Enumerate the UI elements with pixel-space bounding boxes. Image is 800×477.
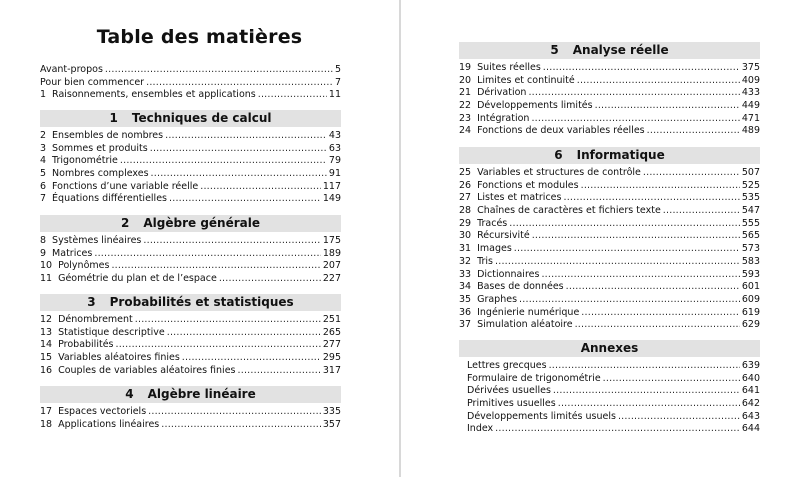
toc-entry[interactable] — [459, 373, 760, 386]
toc-entry[interactable] — [459, 167, 760, 180]
entry-number: 26 — [459, 179, 472, 191]
toc-entry[interactable] — [459, 294, 760, 307]
entry-title: Statistique descriptive — [58, 326, 165, 338]
entry-page: 277 — [322, 339, 341, 351]
entry-page: 471 — [741, 112, 760, 124]
entry-title: Récursivité — [477, 230, 530, 242]
section-title: Algèbre générale — [143, 216, 260, 230]
entry-page: 601 — [741, 281, 760, 293]
entry-number: 22 — [459, 100, 472, 112]
entry-page: 583 — [741, 255, 760, 267]
entry-title: Nombres complexes — [52, 168, 149, 180]
dot-leader — [509, 218, 740, 231]
dot-leader — [120, 155, 327, 168]
entry-page: 433 — [741, 87, 760, 99]
entry-title: Graphes — [477, 293, 518, 305]
entry-page: 640 — [741, 372, 760, 384]
section-title: Techniques de calcul — [131, 111, 272, 125]
entry-title: Dictionnaires — [477, 268, 540, 280]
section-title: Analyse réelle — [572, 43, 669, 57]
entry-title: Pour bien commencer — [40, 76, 145, 88]
entry-title: Simulation aléatoire — [477, 319, 573, 331]
toc-entry[interactable] — [459, 218, 760, 231]
dot-leader — [577, 75, 740, 88]
entry-page: 251 — [322, 314, 341, 325]
entry-title: Images — [477, 243, 512, 255]
entry-number: 19 — [459, 62, 472, 73]
entry-number: 20 — [459, 74, 472, 86]
dot-leader — [200, 181, 321, 194]
toc-entry[interactable] — [459, 423, 760, 436]
entry-page: 565 — [741, 230, 760, 242]
entry-title: Intégration — [477, 112, 530, 124]
dot-leader — [238, 365, 321, 378]
section-header — [40, 386, 341, 403]
toc-entry[interactable] — [40, 181, 341, 194]
toc-entry[interactable] — [40, 352, 341, 365]
toc-intro — [40, 64, 341, 102]
entry-title: Couples de variables aléatoires finies — [58, 364, 236, 376]
dot-leader — [167, 327, 321, 340]
entry-title: Fonctions d’une variable réelle — [52, 180, 199, 192]
entry-page: 335 — [322, 406, 341, 417]
entry-page: 295 — [322, 352, 341, 364]
entry-number: 32 — [459, 255, 472, 267]
entry-title: Chaînes de caractères et fichiers texte — [477, 205, 661, 217]
entry-number: 24 — [459, 125, 472, 137]
dot-leader — [543, 62, 740, 75]
dot-leader — [219, 273, 321, 286]
toc-entry[interactable] — [459, 385, 760, 398]
dot-leader — [169, 193, 321, 206]
entry-page: 5 — [334, 64, 341, 75]
entry-title: Suites réelles — [477, 62, 541, 73]
entry-number: 36 — [459, 306, 472, 318]
dot-leader — [148, 406, 321, 419]
dot-leader — [258, 89, 327, 102]
dot-leader — [581, 307, 740, 320]
entry-number: 17 — [40, 406, 53, 417]
section-header — [459, 147, 760, 164]
entry-number: 21 — [459, 87, 472, 99]
entry-page: 265 — [322, 326, 341, 338]
toc-entry[interactable] — [40, 365, 341, 378]
dot-leader — [549, 360, 740, 373]
toc-entry[interactable] — [459, 87, 760, 100]
dot-leader — [647, 125, 740, 138]
section-number: 6 — [554, 148, 563, 162]
section-techniques-de-calcul — [40, 110, 341, 206]
entry-title: Lettres grecques — [467, 360, 547, 371]
entry-number: 33 — [459, 268, 472, 280]
entry-title: Raisonnements, ensembles et applications — [52, 89, 256, 101]
toc-entry[interactable] — [459, 269, 760, 282]
dot-leader — [161, 419, 321, 432]
entry-page: 449 — [741, 100, 760, 112]
toc-entry[interactable] — [40, 89, 341, 102]
section-number: 3 — [87, 295, 96, 309]
section-informatique — [459, 147, 760, 332]
entry-title: Ingénierie numérique — [477, 306, 580, 318]
toc-entry[interactable] — [40, 406, 341, 419]
section-title: Probabilités et statistiques — [109, 295, 294, 309]
entry-number: 5 — [40, 168, 47, 180]
dot-leader — [115, 339, 320, 352]
entry-page: 593 — [741, 268, 760, 280]
entry-page: 189 — [322, 247, 341, 259]
section-number: 1 — [109, 111, 118, 125]
section-title: Informatique — [576, 148, 665, 162]
entry-page: 43 — [328, 130, 341, 141]
toc-entry[interactable] — [459, 398, 760, 411]
toc-entry[interactable] — [40, 130, 341, 143]
entry-number: 18 — [40, 418, 53, 430]
page-title: Table des matières — [96, 26, 303, 48]
toc-entry[interactable] — [459, 75, 760, 88]
entry-number: 12 — [40, 314, 53, 325]
toc-entry[interactable] — [40, 193, 341, 206]
toc-entry[interactable] — [459, 281, 760, 294]
toc-entry[interactable] — [40, 168, 341, 181]
section-title: Algèbre linéaire — [147, 387, 256, 401]
left-page — [0, 0, 399, 477]
entry-page: 63 — [328, 142, 341, 154]
entry-page: 117 — [322, 180, 341, 192]
entry-title: Applications linéaires — [58, 418, 160, 430]
entry-number: 4 — [40, 155, 47, 167]
entry-number: 34 — [459, 281, 472, 293]
entry-title: Développements limités usuels — [467, 410, 616, 422]
toc-entry[interactable] — [459, 243, 760, 256]
entry-page: 489 — [741, 125, 760, 137]
dot-leader — [553, 385, 740, 398]
dot-leader — [532, 230, 740, 243]
entry-page: 555 — [741, 217, 760, 229]
entry-page: 639 — [741, 360, 760, 371]
entry-number: 25 — [459, 167, 472, 178]
entry-page: 641 — [741, 385, 760, 397]
dot-leader — [528, 87, 739, 100]
entry-page: 547 — [741, 205, 760, 217]
entry-number: 3 — [40, 142, 47, 154]
entry-title: Bases de données — [477, 281, 564, 293]
entry-number: 23 — [459, 112, 472, 124]
toc-entry[interactable] — [459, 230, 760, 243]
entry-page: 573 — [741, 243, 760, 255]
section-probabilites-et-statistiques — [40, 294, 341, 377]
entry-number: 14 — [40, 339, 53, 351]
section-number: 4 — [125, 387, 134, 401]
entry-page: 207 — [322, 260, 341, 272]
entry-title: Avant-propos — [40, 64, 103, 75]
entry-page: 175 — [322, 235, 341, 246]
entry-title: Développements limités — [477, 100, 593, 112]
dot-leader — [581, 180, 740, 193]
entry-title: Variables aléatoires finies — [58, 352, 180, 364]
entry-title: Variables et structures de contrôle — [477, 167, 641, 178]
dot-leader — [150, 143, 327, 156]
section-annexes — [459, 340, 760, 436]
dot-leader — [151, 168, 327, 181]
entry-number: 31 — [459, 243, 472, 255]
dot-leader — [495, 423, 740, 436]
toc-entry[interactable] — [40, 339, 341, 352]
entry-title: Dérivation — [477, 87, 527, 99]
toc-entry[interactable] — [459, 62, 760, 75]
entry-title: Formulaire de trigonométrie — [467, 372, 601, 384]
dot-leader — [146, 77, 333, 90]
entry-page: 91 — [328, 168, 341, 180]
toc-entry[interactable] — [459, 125, 760, 138]
entry-page: 619 — [741, 306, 760, 318]
entry-page: 525 — [741, 179, 760, 191]
toc-entry[interactable] — [40, 248, 341, 261]
dot-leader — [514, 243, 740, 256]
dot-leader — [566, 281, 740, 294]
entry-number: 9 — [40, 247, 47, 259]
toc-entry[interactable] — [459, 360, 760, 373]
dot-leader — [182, 352, 321, 365]
dot-leader — [495, 256, 740, 269]
toc-entry[interactable] — [459, 113, 760, 126]
toc-entry[interactable] — [459, 307, 760, 320]
entry-number: 28 — [459, 205, 472, 217]
entry-title: Primitives usuelles — [467, 398, 556, 410]
entry-page: 535 — [741, 192, 760, 204]
entry-number: 29 — [459, 217, 472, 229]
entry-page: 375 — [741, 62, 760, 73]
toc-entry[interactable] — [459, 411, 760, 424]
entry-title: Espaces vectoriels — [58, 406, 147, 417]
dot-leader — [595, 100, 740, 113]
entry-page: 643 — [741, 410, 760, 422]
dot-leader — [519, 294, 740, 307]
dot-leader — [143, 235, 320, 248]
dot-leader — [165, 130, 327, 143]
entry-page: 642 — [741, 398, 760, 410]
dot-leader — [575, 319, 740, 332]
entry-title: Équations différentielles — [52, 193, 167, 205]
entry-page: 227 — [322, 273, 341, 285]
entry-title: Tracés — [477, 217, 508, 229]
toc-entry[interactable] — [459, 256, 760, 269]
entry-title: Probabilités — [58, 339, 114, 351]
toc-entry[interactable] — [459, 100, 760, 113]
dot-leader — [663, 205, 740, 218]
entry-page: 149 — [322, 193, 341, 205]
toc-entry[interactable] — [40, 77, 341, 90]
toc-entry[interactable] — [40, 260, 341, 273]
dot-leader — [111, 260, 320, 273]
section-header — [40, 110, 341, 127]
entry-number: 8 — [40, 235, 47, 246]
toc-entry[interactable] — [459, 192, 760, 205]
entry-title: Limites et continuité — [477, 74, 575, 86]
entry-page: 317 — [322, 364, 341, 376]
entry-number: 16 — [40, 364, 53, 376]
section-header — [40, 215, 341, 232]
entry-title: Sommes et produits — [52, 142, 148, 154]
entry-title: Systèmes linéaires — [52, 235, 142, 246]
entry-page: 357 — [322, 418, 341, 430]
section-number: 2 — [121, 216, 130, 230]
toc-entry[interactable] — [40, 235, 341, 248]
entry-page: 7 — [334, 76, 341, 88]
section-header — [40, 294, 341, 311]
toc-entry[interactable] — [40, 419, 341, 432]
entry-number: 1 — [40, 89, 47, 101]
entry-number: 37 — [459, 319, 472, 331]
entry-title: Fonctions de deux variables réelles — [477, 125, 645, 137]
toc-entry[interactable] — [40, 155, 341, 168]
dot-leader — [618, 411, 740, 424]
section-algebre-lineaire — [40, 386, 341, 431]
entry-title: Listes et matrices — [477, 192, 562, 204]
dot-leader — [558, 398, 740, 411]
entry-number: 11 — [40, 273, 53, 285]
toc-entry[interactable] — [40, 273, 341, 286]
entry-page: 644 — [741, 423, 760, 435]
dot-leader — [105, 64, 333, 77]
entry-number: 10 — [40, 260, 53, 272]
section-algebre-generale — [40, 215, 341, 286]
entry-page: 79 — [328, 155, 341, 167]
entry-title: Matrices — [52, 247, 93, 259]
entry-page: 507 — [741, 167, 760, 178]
entry-page: 11 — [328, 89, 341, 101]
entry-number: 30 — [459, 230, 472, 242]
section-number: 5 — [550, 43, 559, 57]
section-title: Annexes — [580, 341, 639, 355]
entry-number: 2 — [40, 130, 47, 141]
entry-title: Tris — [477, 255, 493, 267]
entry-number: 13 — [40, 326, 53, 338]
entry-page: 409 — [741, 74, 760, 86]
toc-entry[interactable] — [40, 64, 341, 77]
entry-number: 35 — [459, 293, 472, 305]
dot-leader — [541, 269, 739, 282]
entry-number: 15 — [40, 352, 53, 364]
entry-title: Ensembles de nombres — [52, 130, 164, 141]
toc-entry[interactable] — [40, 314, 341, 327]
section-header — [459, 340, 760, 357]
section-header — [459, 42, 760, 59]
entry-page: 609 — [741, 293, 760, 305]
entry-title: Fonctions et modules — [477, 179, 579, 191]
entry-number: 27 — [459, 192, 472, 204]
entry-number: 7 — [40, 193, 47, 205]
toc-entry[interactable] — [459, 319, 760, 332]
dot-leader — [135, 314, 321, 327]
section-analyse-reelle — [459, 42, 760, 138]
entry-title: Dénombrement — [58, 314, 133, 325]
dot-leader — [94, 248, 321, 261]
entry-title: Trigonométrie — [52, 155, 118, 167]
entry-page: 629 — [741, 319, 760, 331]
entry-number: 6 — [40, 180, 47, 192]
right-page — [401, 0, 800, 477]
toc-entry[interactable] — [40, 143, 341, 156]
toc-entry[interactable] — [459, 205, 760, 218]
dot-leader — [563, 192, 739, 205]
dot-leader — [603, 373, 740, 386]
entry-title: Polynômes — [58, 260, 110, 272]
toc-entry[interactable] — [459, 180, 760, 193]
dot-leader — [643, 167, 740, 180]
entry-title: Index — [467, 423, 494, 435]
entry-title: Dérivées usuelles — [467, 385, 551, 397]
dot-leader — [531, 113, 739, 126]
entry-title: Géométrie du plan et de l’espace — [58, 273, 217, 285]
toc-entry[interactable] — [40, 327, 341, 340]
